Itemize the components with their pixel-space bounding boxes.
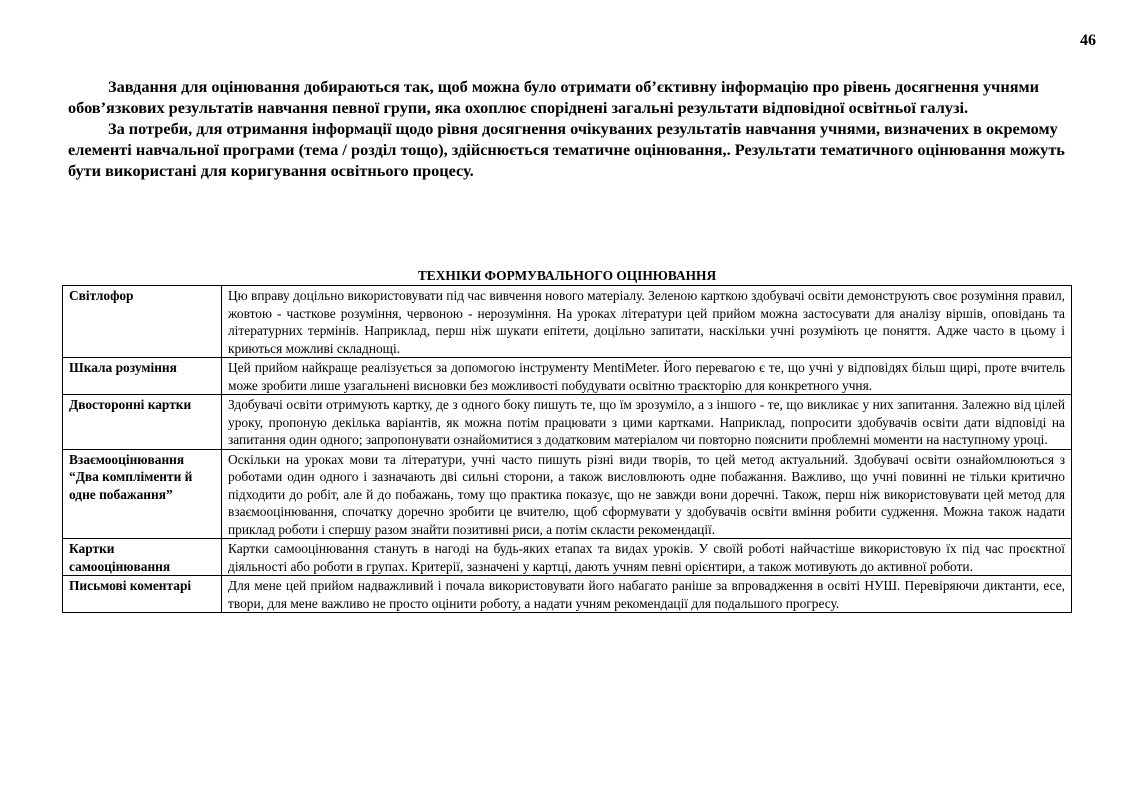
intro-paragraph: За потреби, для отримання інформації щодо рівня досягнення очікуваних результатів навчання учнями, визначених в окремому елементі навчальної програми (тема / розділ тощо), здійснюється тематичне оцінювання,. Результати тематичного оцінювання можуть бути використані для коригування освітнього процесу.: [68, 119, 1065, 180]
technique-name: Взаємооцінювання “Два компліменти й одне побажання”: [63, 449, 222, 539]
table-row: [63, 449, 1072, 539]
table-row: [63, 358, 1072, 395]
technique-description: Цю вправу доцільно використовувати під час вивчення нового матеріалу. Зеленою карткою здобувачі освіти демонструють своє розуміння правил, жовтою - часткове розуміння, червоною - нерозуміння. На уроках літератури цей прийом можна застосувати для аналізу віршів, оповідань та літературних термінів. Наприклад, перш ніж шукати епітети, доцільно запитати, наскільки учні розуміють це поняття. Адже часто в цьому і криються можливі складнощі.: [222, 286, 1072, 358]
techniques-table: [62, 285, 1072, 613]
intro-text: [68, 76, 1068, 181]
table-row: [63, 286, 1072, 358]
table-row: [63, 395, 1072, 450]
technique-name: Письмові коментарі: [63, 576, 222, 613]
technique-description: Картки самооцінювання стануть в нагоді на будь-яких етапах та видах уроків. У своїй роботі найчастіше використовую їх під час проєктної діяльності або роботи в групах. Критерії, зазначені у картці, дають учням певні орієнтири, а також мотивують до активної роботи.: [222, 539, 1072, 576]
technique-name: Шкала розуміння: [63, 358, 222, 395]
technique-description: Цей прийом найкраще реалізується за допомогою інструменту MentiMeter. Його перевагою є те, що учні у відповідях більш щирі, проте вчитель може зробити лише узагальнені висновки без можливості побудувати освітню траєкторію для конкретного учня.: [222, 358, 1072, 395]
technique-description: Здобувачі освіти отримують картку, де з одного боку пишуть те, що їм зрозуміло, а з іншого - те, що викликає у них запитання. Залежно від цілей уроку, пропоную декілька варіантів, як можна потім працювати з цими картками. Наприклад, попросити здобувачів освіти дати відповіді на запитання один одного; запропонувати ознайомитися з додатковим матеріалом чи повторно пояснити проблемні моменти на наступному уроці.: [222, 395, 1072, 450]
technique-name: Картки самооцінювання: [63, 539, 222, 576]
table-row: [63, 539, 1072, 576]
technique-description: Для мене цей прийом надважливий і почала використовувати його набагато раніше за впровадження в освіті НУШ. Перевіряючи диктанти, есе, твори, для мене важливо не просто оцінити роботу, а надати учням рекомендації для подальшого прогресу.: [222, 576, 1072, 613]
page-number: 46: [1080, 32, 1096, 49]
table-title: ТЕХНІКИ ФОРМУВАЛЬНОГО ОЦІНЮВАННЯ: [417, 268, 717, 283]
table-row: [63, 576, 1072, 613]
technique-name: Двосторонні картки: [63, 395, 222, 450]
technique-name: Світлофор: [63, 286, 222, 358]
intro-paragraph: Завдання для оцінювання добираються так, щоб можна було отримати об’єктивну інформацію про рівень досягнення учнями обов’язкових результатів навчання певної групи, яка охоплює споріднені загальні результати відповідної освітньої галузі.: [68, 77, 1040, 117]
technique-description: Оскільки на уроках мови та літератури, учні часто пишуть різні види творів, то цей метод актуальний. Здобувачі освіти ознайомлюються з роботами один одного і зазначають дві сильні сторони, а також висловлюють одне побажання. Важливо, що учні повинні не тільки критично підходити до робіт, але й до побажань, тому що практика показує, що не завжди вони доречні. Також, перш ніж використовувати цей метод для взаємооцінювання, спочатку доречно зробити це вчителю, щоб сформувати у здобувачів освіти вміння робити судження. Можна також надати приклад роботи і спершу разом знайти позитивні риси, а потім скласти рекомендації.: [222, 449, 1072, 539]
